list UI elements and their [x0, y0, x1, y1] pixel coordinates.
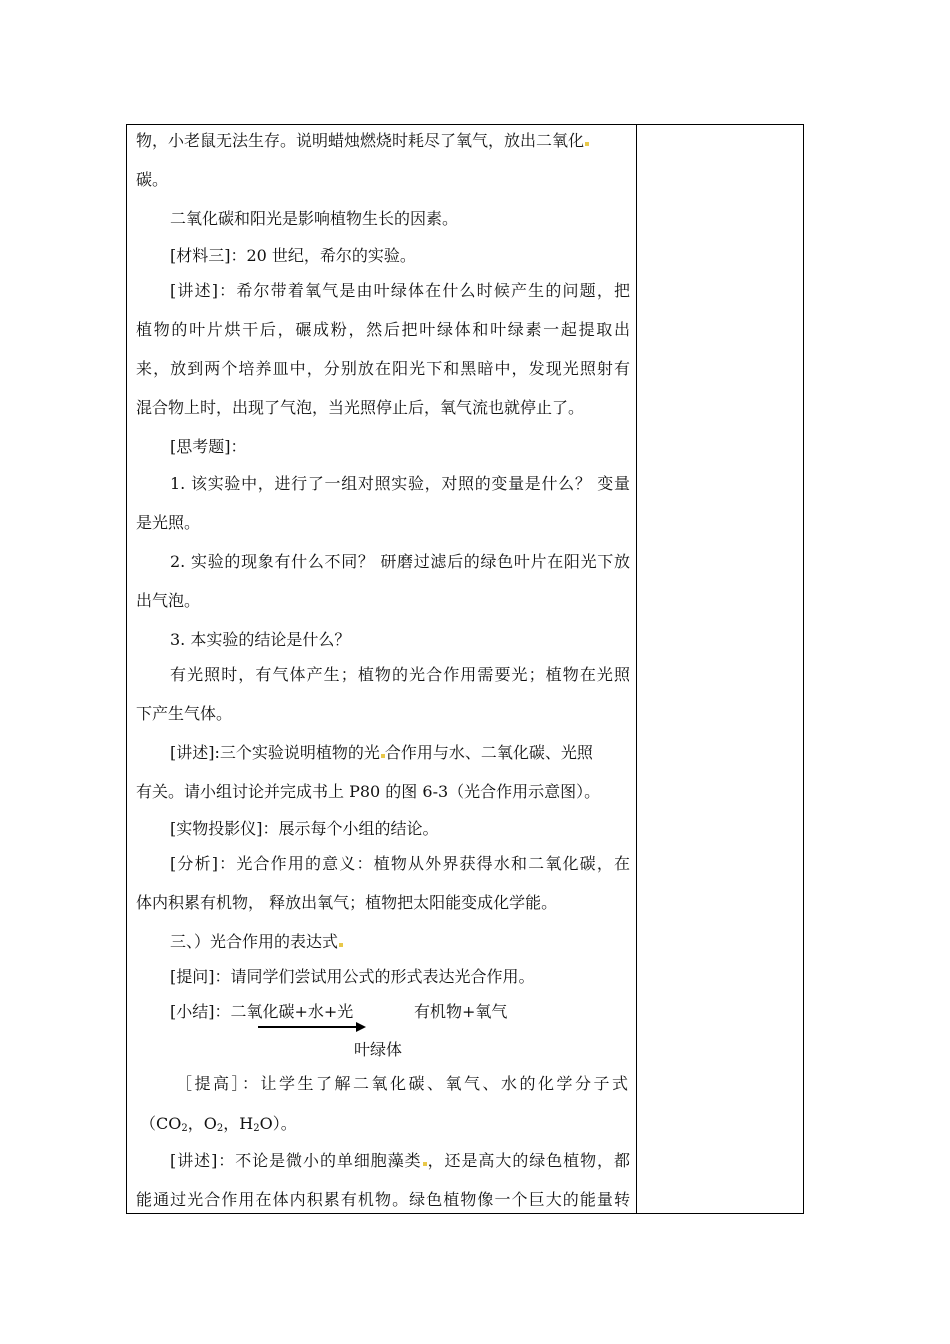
- text-line: [材料三]：20 世纪，希尔的实验。: [170, 246, 416, 265]
- text-line: ［提高］：让学生了解二氧化碳、氧气、水的化学分子式: [176, 1074, 628, 1093]
- edit-mark: [585, 142, 589, 146]
- text-line: 植物的叶片烘干后，碾成粉，然后把叶绿体和叶绿素一起提取出: [136, 320, 630, 339]
- text-line: 体内积累有机物， 释放出氧气；植物把太阳能变成化学能。: [136, 893, 558, 912]
- text-line: 是光照。: [136, 513, 201, 532]
- text-line: 有关。请小组讨论并完成书上 P80 的图 6-3（光合作用示意图）。: [136, 782, 601, 801]
- table-column-divider: [636, 124, 637, 1214]
- reaction-arrow-icon: [258, 1022, 368, 1032]
- text-line: 混合物上时，出现了气泡，当光照停止后，氧气流也就停止了。: [136, 398, 585, 417]
- formula-molecules: （$CO_2$，$O_2$，$H_2O$）。: [140, 1114, 297, 1134]
- text-line: [实物投影仪]：展示每个小组的结论。: [170, 819, 439, 838]
- text-line: 物，小老鼠无法生存。说明蜡烛燃烧时耗尽了氧气，放出二氧化: [136, 131, 589, 151]
- text-line: [思考题]：: [170, 437, 247, 456]
- text-line: 下产生气体。: [136, 704, 233, 723]
- text-line: 二氧化碳和阳光是影响植物生长的因素。: [170, 209, 459, 228]
- text-line: [讲述]：不论是微小的单细胞藻类 ，还是高大的绿色植物，都: [170, 1151, 630, 1170]
- text-line: [讲述]:三个实验说明植物的光 合作用与水、二氧化碳、光照: [170, 743, 593, 762]
- edit-mark: [339, 943, 343, 947]
- text-line: 来，放到两个培养皿中，分别放在阳光下和黑暗中，发现光照射有: [136, 359, 630, 378]
- text-line: [提问]：请同学们尝试用公式的形式表达光合作用。: [170, 967, 535, 986]
- text-line: 出气泡。: [136, 591, 201, 610]
- text-line: 3. 本实验的结论是什么？: [170, 630, 351, 649]
- text-line: 碳。: [136, 170, 169, 189]
- formula-products: 有机物+氧气: [414, 1002, 508, 1021]
- text-line: [讲述]：希尔带着氧气是由叶绿体在什么时候产生的问题，把: [170, 281, 630, 300]
- text-line: [分析]：光合作用的意义：植物从外界获得水和二氧化碳，在: [170, 854, 630, 873]
- formula-reactants: [小结]：二氧化碳+水+光: [170, 1002, 354, 1021]
- text-line: 三、）光合作用的表达式: [170, 932, 343, 952]
- formula-condition: 叶绿体: [354, 1040, 403, 1059]
- text-line: 能通过光合作用在体内积累有机物。绿色植物像一个巨大的能量转: [136, 1190, 630, 1209]
- text-line: 有光照时，有气体产生；植物的光合作用需要光；植物在光照: [170, 665, 630, 684]
- text-line: 1. 该实验中，进行了一组对照实验，对照的变量是什么？ 变量: [170, 474, 630, 493]
- text-line: 2. 实验的现象有什么不同？ 研磨过滤后的绿色叶片在阳光下放: [170, 552, 630, 571]
